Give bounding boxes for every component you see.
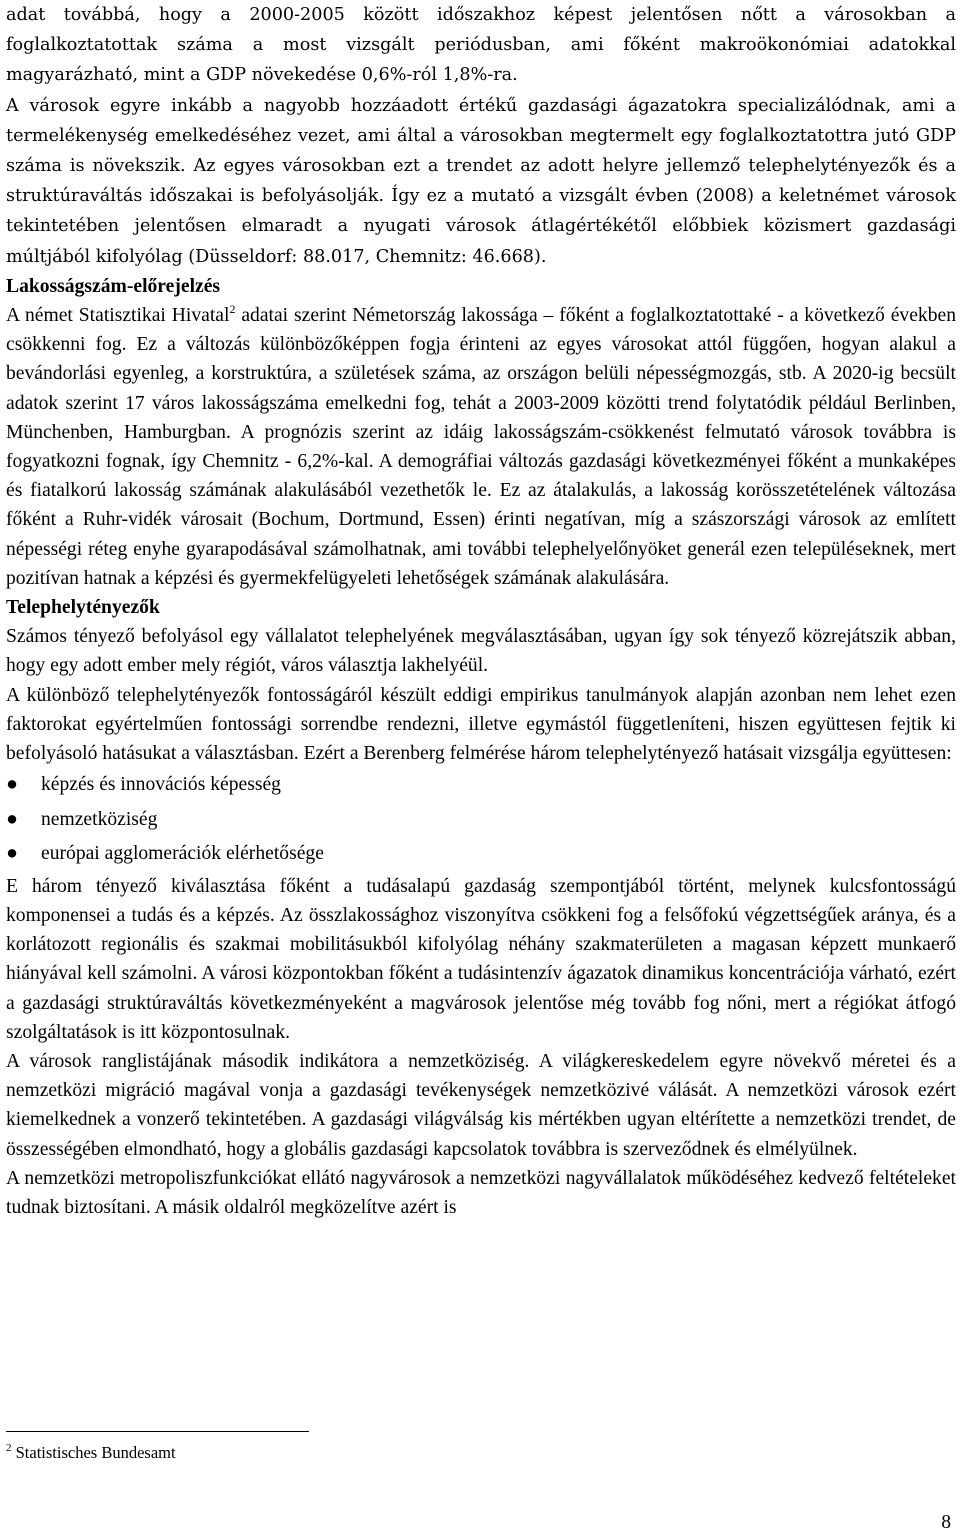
productivity-text-c: Így ez a mutató a vizsgált évben (2008) a keletnémet városok tekintetében jelentősen elmaradt a nyugati városok átlagértékétől előbbiek közismert gazdasági múltjából kifolyólag (Düsseldorf: 88.017, Chemnitz: 46.668). xyxy=(6,186,956,267)
location-paragraph-5: A nemzetközi metropoliszfunkciókat ellátó nagyvárosok a nemzetközi nagyvállalatok működéséhez kedvező feltételeket tudnak biztosítani. A másik oldalról megközelítve azért is xyxy=(6,1167,956,1219)
footnote-text: Statistisches Bundesamt xyxy=(11,1443,176,1462)
factor-list xyxy=(6,768,956,872)
population-intro: A német Statisztikai Hivatal xyxy=(6,305,230,327)
section-heading-population: Lakosságszám-előrejelzés xyxy=(6,275,221,297)
section-heading-location-factors: Telephelytényezők xyxy=(6,597,160,619)
list-item xyxy=(6,768,956,803)
bullet-dot-icon: ● xyxy=(6,808,18,830)
bullet-dot-icon: ● xyxy=(6,843,18,865)
intro-text: adat továbbá, hogy a 2000-2005 között időszakhoz képest jelentősen nőtt a városokban a foglalkoztatottak száma a most vizsgált periódusban, ami főként makroökonómiai adatokkal magyarázható, mint a GDP növekedése 0,6%-ról 1,8%-ra. xyxy=(6,5,956,86)
list-item xyxy=(6,837,956,872)
population-paragraph xyxy=(6,301,956,593)
location-paragraph-1: Számos tényező befolyásol egy vállalatot telephelyének megválasztásában, ugyan így sok tényező közrejátszik abban, hogy egy adott ember mely régiót, város választja lakhelyéül. xyxy=(6,626,956,677)
intro-paragraph xyxy=(6,0,956,91)
productivity-paragraph xyxy=(6,91,956,272)
footnote-reference[interactable]: 2 xyxy=(229,302,236,317)
location-paragraph-4: A városok ranglistájának második indikátora a nemzetköziség. A világkereskedelem egyre növekvő méretei és a nemzetközi migráció magával vonja a gazdasági tevékenységek nemzetközivé válását. A nemzetközi városok ezért kiemelkednek a vonzerő tekintetében. A gazdasági világválság kis mértékben ugyan eltérítette a nemzetközi trendet, de összességében elmondható, hogy a globális gazdasági kapcsolatok továbbra is szerveződnek és elmélyülnek. xyxy=(6,1051,956,1160)
list-item-text: európai agglomerációk elérhetősége xyxy=(41,843,324,865)
location-paragraph-2: A különböző telephelytényezők fontosságáról készült eddigi empirikus tanulmányok alapján azonban nem lehet ezen faktorokat egyértelműen fontossági sorrendbe rendezni, illetve egymástól függetleníteni, hiszen együttesen fejtik ki befolyásoló hatásukat a választásban. Ezért a Berenberg felmérése három telephelytényező hatásait vizsgálja együttesen: xyxy=(6,684,956,765)
footnote xyxy=(6,1442,176,1464)
list-item-text: nemzetköziség xyxy=(41,808,158,830)
footnote-number: 2 xyxy=(6,1442,12,1454)
body-text xyxy=(6,0,956,1222)
productivity-text-b: Az egyes városokban ezt a trendet az adott helyre jellemző telephelytényezők és a struktúraváltás időszakai is befolyásolják. xyxy=(6,156,956,207)
bullet-dot-icon: ● xyxy=(6,774,18,796)
page-number: 8 xyxy=(941,1512,951,1533)
productivity-text-a: A városok egyre inkább a nagyobb hozzáadott értékű gazdasági ágazatokra specializálódnak, ami a termelékenység emelkedéséhez vezet, ami által a városokban megtermelt egy foglalkoztatottra jutó GDP száma is növekszik. xyxy=(6,95,956,177)
footnote-separator xyxy=(6,1431,309,1432)
list-item xyxy=(6,803,956,838)
list-item-text: képzés és innovációs képesség xyxy=(41,774,281,796)
location-paragraph-3: E három tényező kiválasztása főként a tudásalapú gazdaság szempontjából történt, melynek kulcsfontosságú komponensei a tudás és a képzés. Az összlakossághoz viszonyítva csökkeni fog a felsőfokú végzettségűek aránya, és a korlátozott regionális és szakmai mobilitásukból kifolyólag néhány szakmaterületen a magasan képzett munkaerő hiányával kell számolni. A városi központokban főként a tudásintenzív ágazatok dinamikus koncentrációja várható, ezért a gazdasági struktúraváltás következményeként a magvárosok jelentőse még tovább fog nőni, mert a régiókat átfogó szolgáltatások is itt központosulnak. xyxy=(6,875,956,1043)
population-text: adatai szerint Németország lakossága – főként a foglalkoztatottaké - a következő években csökkenni fog. Ez a változás különbözőképpen fogja érinteni az egyes városokat attól függően, hogyan alakul a bevándorlási egyenleg, a korstruktúra, a születések száma, az országon belüli népességmozgás, stb. A 2020-ig becsült adatok szerint 17 város lakosságszáma emelkedni fog, tehát a 2003-2009 közötti trend folytatódik például Berlinben, Münchenben, Hamburgban. A prognózis szerint az idáig lakosságszám-csökkenést felmutató városok továbbra is fogyatkozni fognak, így Chemnitz - 6,2%-kal. A demográfiai változás gazdasági következményei főként a munkaképes és fiatalkorú lakosság számának alakulásából vezethetők le. Ez az átalakulás, a lakosság korösszetételének változása főként a Ruhr-vidék városait (Bochum, Dortmund, Essen) érinti negatívan, míg a szászországi városok az említett népességi réteg enyhe gyarapodásával számolhatnak, ami további telephelyelőnyöket generál ezen településeknek, mert pozitívan hatnak a képzési és gyermekfelügyeleti lehetőségek számának alakulására. xyxy=(6,305,956,589)
